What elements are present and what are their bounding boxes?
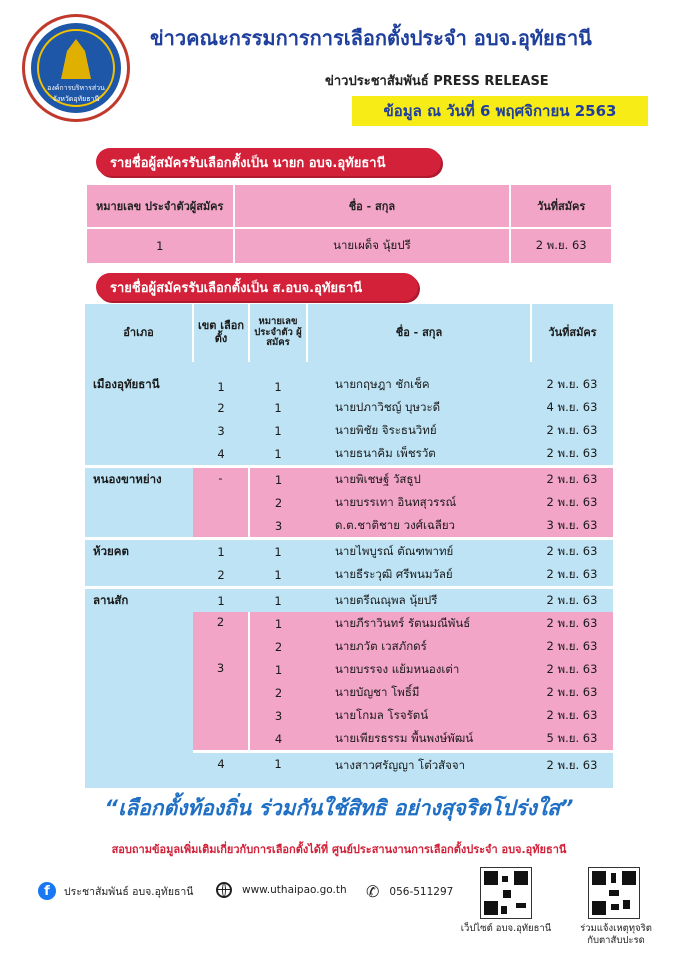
district-cell: ห้วยคต (85, 539, 193, 588)
name-cell: นายไพบูรณ์ ตัณฑพาทย์ (307, 539, 531, 564)
contact-info: สอบถามข้อมูลเพิ่มเติมเกี่ยวกับการเลือกตั้งได้ที่ ศูนย์ประสานงานการเลือกตั้งประจำ อบจ.อุทัยธานี (111, 843, 567, 856)
number-cell: 1 (249, 539, 307, 564)
globe-icon (216, 882, 232, 898)
council-section-banner: รายชื่อผู้สมัครรับเลือกตั้งเป็น ส.อบจ.อุทัยธานี (96, 273, 418, 301)
date-cell: 2 พ.ย. 63 (531, 681, 613, 704)
date-cell: 2 พ.ย. 63 (531, 704, 613, 727)
facebook-link[interactable] (38, 882, 193, 900)
facebook-label: ประชาสัมพันธ์ อบจ.อุทัยธานี (64, 885, 194, 898)
zone-cell: 2 (193, 396, 249, 419)
date-cell: 2 พ.ย. 63 (531, 539, 613, 564)
logo-text: องค์การบริหารส่วนจังหวัดอุทัยธานี (47, 84, 105, 103)
name-cell: นายปภาวิชญ์ บุษวะดี (307, 396, 531, 419)
number-cell: 1 (249, 752, 307, 788)
number-cell: 1 (249, 588, 307, 613)
name-cell: นายบรรเทา อินทสุวรรณ์ (307, 491, 531, 514)
zone-cell: 2 (193, 563, 249, 588)
number-cell: 2 (249, 635, 307, 658)
district-cell: ลานสัก (85, 588, 193, 788)
date-cell: 2 พ.ย. 63 (531, 419, 613, 442)
table-row (85, 588, 613, 613)
number-cell: 1 (249, 612, 307, 635)
date-cell: 2 พ.ย. 63 (531, 442, 613, 467)
number-cell: 1 (249, 396, 307, 419)
date-cell: 2 พ.ย. 63 (531, 588, 613, 613)
number-cell: 3 (249, 514, 307, 539)
date-cell: 2 พ.ย. 63 (531, 612, 613, 635)
name-cell: นายบรรจง แย้มหนองเต่า (307, 658, 531, 681)
name-cell: นายธีระวุฒิ ศรีพนมวัลย์ (307, 563, 531, 588)
zone-cell: 3 (193, 658, 249, 752)
header-candidate-number: หมายเลข ประจำตัวผู้สมัคร (86, 184, 234, 228)
number-cell: 3 (249, 704, 307, 727)
website-qr-code[interactable] (480, 867, 532, 919)
header-zone: เขต เลือกตั้ง (193, 304, 249, 362)
report-qr-caption (566, 923, 666, 947)
zone-cell: - (193, 467, 249, 539)
zone-cell: 4 (193, 442, 249, 467)
date-cell: 2 พ.ย. 63 (531, 658, 613, 681)
candidate-number: 1 (86, 228, 234, 264)
date-info: ข้อมูล ณ วันที่ 6 พฤศจิกายน 2563 (352, 96, 648, 126)
name-cell: นายเพียรธรรม พื้นพงษ์พัฒน์ (307, 727, 531, 752)
name-cell: นายภวัต เวสภักดร์ (307, 635, 531, 658)
page-title: ข่าวคณะกรรมการการเลือกตั้งประจำ อบจ.อุทัยธานี (150, 26, 592, 50)
table-row (85, 362, 613, 396)
name-cell: นายกฤษฎา ชักเช็ค (307, 362, 531, 396)
name-cell: นางสาวศรัญญา โต๋วสัจจา (307, 752, 531, 788)
name-cell: นายพิเชษฐ์ วัสธูป (307, 467, 531, 492)
mayor-table (85, 183, 613, 265)
district-cell: หนองขาหย่าง (85, 467, 193, 539)
number-cell: 4 (249, 727, 307, 752)
mayor-section-banner: รายชื่อผู้สมัครรับเลือกตั้งเป็น นายก อบจ.อุทัยธานี (96, 148, 441, 176)
header-date: วันที่สมัคร (531, 304, 613, 362)
phone-contact[interactable] (366, 882, 453, 901)
zone-cell: 4 (193, 752, 249, 788)
number-cell: 2 (249, 681, 307, 704)
table-row (85, 539, 613, 564)
number-cell: 2 (249, 491, 307, 514)
phone-icon: ✆ (366, 882, 380, 901)
date-cell: 5 พ.ย. 63 (531, 727, 613, 752)
number-cell: 1 (249, 362, 307, 396)
name-cell: นายภีราวินทร์ รัตนมณีพันธ์ (307, 612, 531, 635)
number-cell: 1 (249, 467, 307, 492)
report-qr-caption-line2: กับตาสับปะรด (587, 934, 645, 946)
header-name: ชื่อ - สกุล (307, 304, 531, 362)
application-date: 2 พ.ย. 63 (510, 228, 612, 264)
date-cell: 2 พ.ย. 63 (531, 635, 613, 658)
date-cell: 4 พ.ย. 63 (531, 396, 613, 419)
header-name: ชื่อ - สกุล (234, 184, 511, 228)
website-label: www.uthaipao.go.th (242, 884, 347, 896)
number-cell: 1 (249, 563, 307, 588)
table-header-row (85, 304, 613, 362)
number-cell: 1 (249, 419, 307, 442)
facebook-icon: f (38, 882, 56, 900)
header-district: อำเภอ (85, 304, 193, 362)
date-cell: 2 พ.ย. 63 (531, 491, 613, 514)
phone-label: 056-511297 (389, 885, 454, 898)
header-date: วันที่สมัคร (510, 184, 612, 228)
zone-cell: 3 (193, 419, 249, 442)
name-cell: นายบัญชา โพธิ์มี (307, 681, 531, 704)
name-cell: นายตรีณณุพล นุ้ยปรี (307, 588, 531, 613)
name-cell: นายโกมล โรจรัตน์ (307, 704, 531, 727)
slogan: “เลือกตั้งท้องถิ่น ร่วมกันใช้สิทธิ อย่างสุจริตโปร่งใส” (104, 796, 574, 820)
website-link[interactable] (216, 882, 347, 898)
date-cell: 2 พ.ย. 63 (531, 362, 613, 396)
header-candidate-number: หมายเลข ประจำตัว ผู้สมัคร (249, 304, 307, 362)
logo (22, 14, 130, 122)
number-cell: 1 (249, 442, 307, 467)
table-header-row (86, 184, 612, 228)
candidate-name: นายเผด็จ นุ้ยปรี (234, 228, 511, 264)
name-cell: ด.ต.ชาติชาย วงศ์เฉลียว (307, 514, 531, 539)
zone-cell: 1 (193, 539, 249, 564)
council-table (85, 304, 613, 788)
district-cell: เมืองอุทัยธานี (85, 362, 193, 467)
name-cell: นายธนาคิม เพ็ชรวัต (307, 442, 531, 467)
zone-cell: 1 (193, 588, 249, 613)
date-cell: 2 พ.ย. 63 (531, 563, 613, 588)
date-cell: 2 พ.ย. 63 (531, 752, 613, 788)
page-subtitle: ข่าวประชาสัมพันธ์ PRESS RELEASE (325, 74, 549, 89)
zone-cell: 2 (193, 612, 249, 658)
name-cell: นายพิชัย จิระธนวิทย์ (307, 419, 531, 442)
website-qr-caption: เว็ปไซต์ อบจ.อุทัยธานี (460, 923, 552, 934)
number-cell: 1 (249, 658, 307, 681)
report-qr-caption-line1: ร่วมแจ้งเหตุทุจริต (580, 923, 652, 934)
table-row (86, 228, 612, 264)
report-qr-code[interactable] (588, 867, 640, 919)
zone-cell: 1 (193, 362, 249, 396)
date-cell: 3 พ.ย. 63 (531, 514, 613, 539)
table-row (85, 467, 613, 492)
date-cell: 2 พ.ย. 63 (531, 467, 613, 492)
